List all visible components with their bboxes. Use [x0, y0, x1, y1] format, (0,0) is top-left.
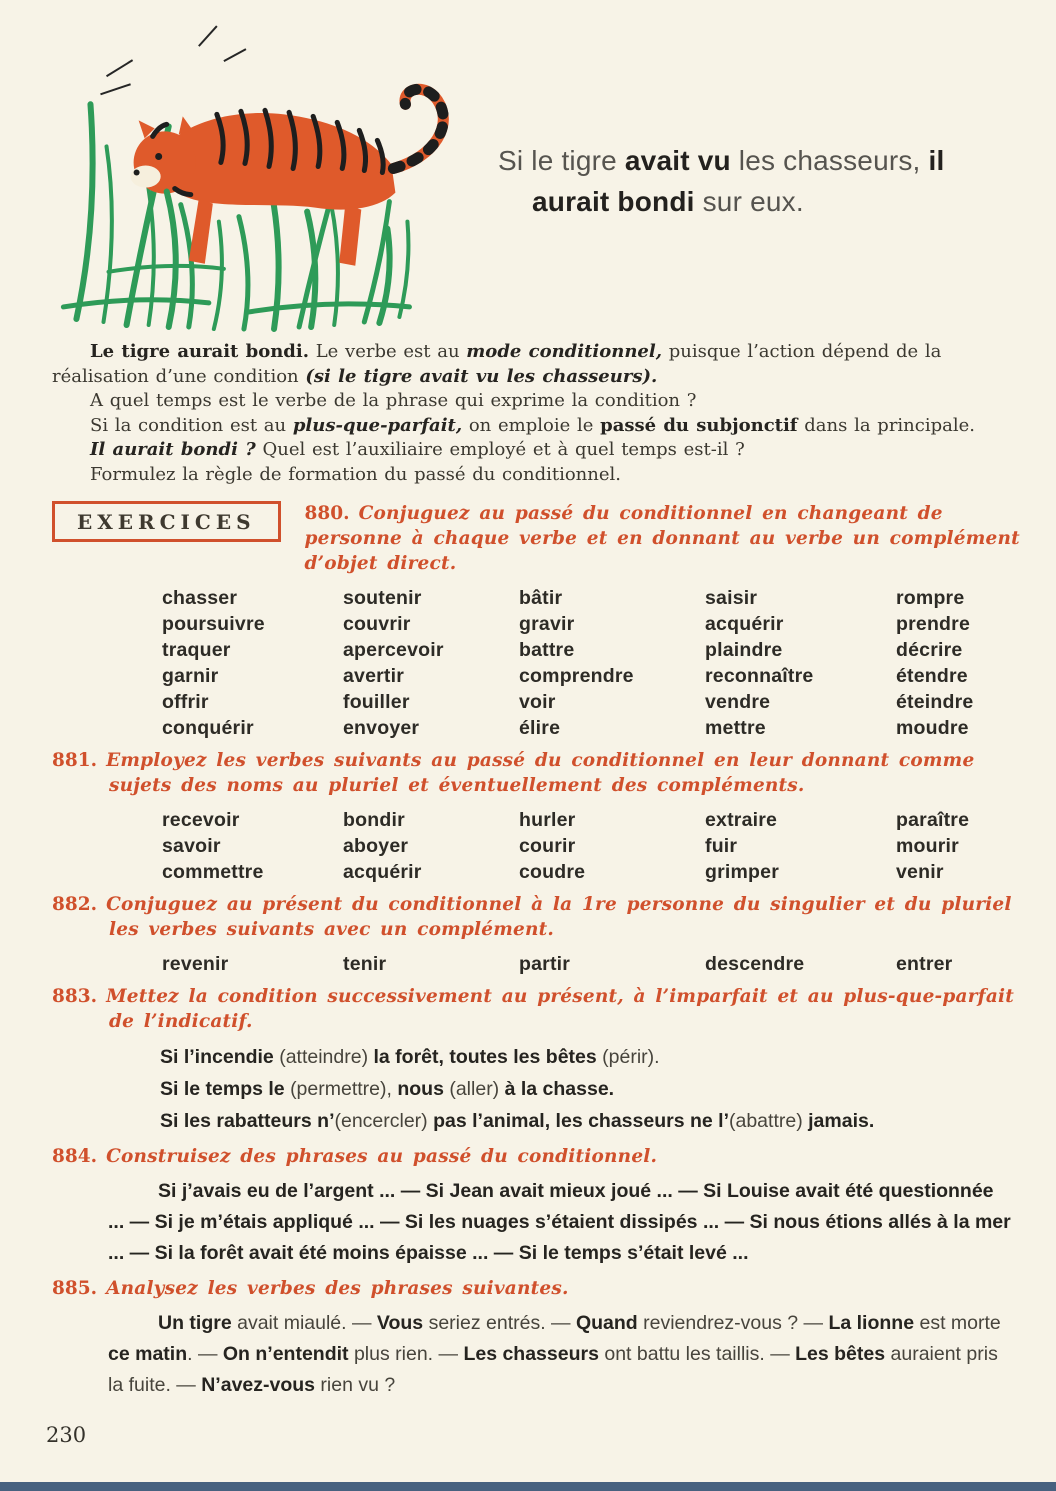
text-segment: ce matin [108, 1343, 188, 1365]
text-segment: On n’entendit [222, 1343, 349, 1365]
verb-word: descendre [705, 953, 805, 975]
verb-word: couvrir [343, 613, 411, 635]
text-segment: reviendrez-vous ? — [637, 1312, 829, 1334]
text-segment: plus-que-parfait, [292, 414, 463, 436]
text-segment: A quel temps est le verbe de la phrase qui exprime la condition ? [90, 390, 697, 411]
exercise-instruction: Analysez les verbes des phrases suivantes. [106, 1278, 569, 1299]
word-column [705, 807, 896, 885]
text-segment: la forêt, toutes les bêtes [368, 1046, 603, 1068]
text-segment: (périr). [602, 1046, 660, 1068]
ex880-word-list [162, 585, 1030, 741]
verb-word: garnir [162, 665, 219, 687]
verb-word: offrir [162, 691, 209, 713]
verb-word: poursuivre [162, 613, 265, 635]
exercise-number: 885. [52, 1278, 98, 1299]
verb-word: saisir [705, 587, 758, 609]
text-segment: (permettre), [290, 1078, 392, 1100]
exercise-instruction: Construisez des phrases au passé du conditionnel. [106, 1146, 658, 1167]
word-column [519, 807, 705, 885]
verb-word: acquérir [343, 861, 422, 883]
scan-edge-strip [0, 1482, 1056, 1491]
exercise-number: 882. [52, 894, 98, 915]
verb-word: partir [519, 953, 571, 975]
lesson-intro [52, 340, 1028, 487]
text-segment: sur eux. [694, 186, 804, 217]
verb-word: envoyer [343, 717, 420, 739]
verb-word: savoir [162, 835, 221, 857]
caption-line [498, 181, 1046, 222]
text-segment: . — [187, 1343, 223, 1365]
verb-word: grimper [705, 861, 780, 883]
word-column [896, 807, 969, 885]
verb-word: coudre [519, 861, 586, 883]
text-segment: (encercler) [334, 1110, 428, 1132]
text-segment: puisque l’action dépend de la réalisation d’une condition [52, 341, 942, 387]
text-segment: on emploie le [462, 414, 601, 436]
text-segment: rien vu ? [315, 1374, 396, 1396]
page-number: 230 [46, 1423, 87, 1447]
ex881-word-list [162, 807, 1030, 885]
text-segment: Formulez la règle de formation du passé du conditionnel. [90, 463, 621, 485]
text-segment: les chasseurs, [730, 145, 929, 176]
text-segment: Les bêtes [795, 1343, 886, 1365]
verb-word: voir [519, 691, 556, 713]
text-segment: à la chasse. [499, 1078, 615, 1100]
verb-word: rompre [896, 587, 965, 609]
verb-word: fuir [705, 835, 738, 857]
verb-word: apercevoir [343, 639, 444, 661]
text-segment: aurait bondi [532, 186, 695, 217]
ex882-heading [52, 893, 1028, 943]
exercise-sentence [160, 1041, 1028, 1073]
verb-word: soutenir [343, 587, 422, 609]
verb-word: revenir [162, 953, 229, 975]
verb-word: aboyer [343, 835, 409, 857]
ex884-paragraph [108, 1176, 1012, 1269]
exercise-instruction: Employez les verbes suivants au passé du conditionnel en leur donnant comme sujets des noms au pluriel et éventuellement des compléments. [106, 750, 975, 796]
intro-paragraph [52, 438, 1028, 463]
exercise-sentence [160, 1073, 1028, 1105]
verb-word: comprendre [519, 665, 634, 687]
text-segment: avait miaulé [237, 1312, 342, 1334]
intro-paragraph [52, 389, 1028, 414]
verb-word: avertir [343, 665, 405, 687]
ex881-heading [52, 749, 1028, 799]
text-segment: Si le tigre [498, 145, 625, 176]
verb-word: éteindre [896, 691, 974, 713]
ex884-heading [52, 1145, 1028, 1170]
text-segment: il [928, 145, 945, 176]
ex885-paragraph [108, 1308, 1012, 1401]
text-segment: avait vu [624, 145, 731, 176]
word-column [705, 585, 896, 741]
text-segment: (si le tigre avait vu les chasseurs). [305, 365, 658, 387]
text-segment: . — [341, 1312, 377, 1334]
verb-word: venir [896, 861, 944, 883]
text-segment: est morte [914, 1312, 1001, 1334]
text-segment: seriez entrés. — [423, 1312, 576, 1334]
text-segment: La lionne [828, 1312, 915, 1334]
verb-word: reconnaître [705, 665, 814, 687]
text-segment: plus rien. — [348, 1343, 464, 1365]
verb-word: traquer [162, 639, 231, 661]
verb-word: commettre [162, 861, 264, 883]
text-segment: ont battu les taillis. — [598, 1343, 796, 1365]
exercise-number: 883. [52, 986, 98, 1007]
exercise-number: 884. [52, 1146, 98, 1167]
exercise-instruction: Conjuguez au passé du conditionnel en changeant de personne à chaque verbe et en donnant au verbe un complément d’objet direct. [304, 503, 1020, 574]
text-segment: Si le temps le [160, 1078, 291, 1100]
intro-paragraph [52, 463, 1028, 488]
exercise-instruction: Conjuguez au présent du conditionnel à la 1re personne du singulier et du pluriel les verbes suivants avec un complément. [106, 894, 1012, 940]
verb-word: bâtir [519, 587, 563, 609]
text-segment: Quel est l’auxiliaire employé et à quel temps est-il ? [255, 439, 745, 460]
ex880-heading [305, 501, 1030, 577]
text-segment: N’avez-vous [201, 1374, 316, 1396]
verb-word: décrire [896, 639, 963, 661]
lesson-caption [498, 140, 1046, 222]
verb-word: fouiller [343, 691, 410, 713]
word-column [162, 807, 343, 885]
text-segment: Quand [575, 1312, 638, 1334]
page-top-area [0, 0, 1056, 336]
exercise-sentence [160, 1105, 1028, 1137]
verb-word: bondir [343, 809, 405, 831]
exercise-instruction: Mettez la condition successivement au présent, à l’imparfait et au plus-que-parfait de l’indicatif. [106, 986, 1015, 1032]
text-segment: dans la principale. [797, 414, 975, 436]
verb-word: entrer [896, 953, 953, 975]
word-column [343, 585, 519, 741]
ex885-heading [52, 1277, 1028, 1302]
word-column [519, 585, 705, 741]
verb-word: prendre [896, 613, 971, 635]
text-segment: Si l’incendie [160, 1046, 280, 1068]
verb-word: chasser [162, 587, 238, 609]
text-segment: auraient pris la fuite. — [108, 1343, 998, 1396]
text-segment: (abattre) [729, 1110, 803, 1132]
exercices-label: EXERCICES [52, 501, 281, 542]
verb-word: gravir [519, 613, 575, 635]
verb-word: tenir [343, 953, 387, 975]
verb-word: conquérir [162, 717, 254, 739]
text-segment: Vous [376, 1312, 424, 1334]
text-segment: (aller) [449, 1078, 500, 1100]
text-segment: mode conditionnel, [466, 341, 662, 362]
text-segment: jamais. [802, 1110, 875, 1132]
tiger-illustration [48, 6, 480, 332]
verb-word: courir [519, 835, 576, 857]
text-segment: Le tigre aurait bondi. [90, 341, 309, 362]
verb-word: vendre [705, 691, 771, 713]
verb-word: paraître [896, 809, 970, 831]
intro-paragraph [52, 340, 1028, 389]
verb-word: hurler [519, 809, 576, 831]
text-segment: pas l’animal, les chasseurs ne l’ [427, 1110, 729, 1132]
text-segment: Si la condition est au [90, 414, 293, 436]
text-segment: (atteindre) [279, 1046, 369, 1068]
ex882-word-list [162, 951, 1030, 977]
exercise-number: 880. [304, 503, 350, 524]
text-segment: Un tigre [158, 1312, 238, 1334]
verb-word: acquérir [705, 613, 784, 635]
verb-word: extraire [705, 809, 778, 831]
intro-paragraph [52, 414, 1028, 439]
verb-word: moudre [896, 717, 969, 739]
verb-word: plaindre [705, 639, 783, 661]
text-segment: nous [391, 1078, 450, 1100]
text-segment: Le verbe est au [309, 341, 467, 362]
text-segment: Si j’avais eu de l’argent ... — Si Jean avait mieux joué ... — Si Louise avait été questionnée ... — Si je m’étais appliqué ... — Si les nuages s’étaient dissipés ... — Si nous étions allés à la mer ... — Si la forêt avait été moins épaisse ... — Si le temps s’était levé ... [108, 1180, 1011, 1264]
verb-word: mourir [896, 835, 959, 857]
caption-line [498, 140, 1046, 181]
word-column [162, 585, 343, 741]
verb-word: élire [519, 717, 561, 739]
text-segment: Les chasseurs [463, 1343, 599, 1365]
verb-word: battre [519, 639, 575, 661]
ex883-heading [52, 985, 1028, 1035]
exercise-number: 881. [52, 750, 98, 771]
exercises-header-row [52, 501, 1030, 577]
word-column [343, 807, 519, 885]
text-segment: Si les rabatteurs n’ [160, 1110, 335, 1132]
verb-word: recevoir [162, 809, 240, 831]
text-segment: Il aurait bondi ? [90, 439, 256, 460]
ex883-sentences [160, 1041, 1028, 1137]
verb-word: mettre [705, 717, 766, 739]
verb-word: étendre [896, 665, 968, 687]
word-column [896, 585, 973, 741]
text-segment: passé du subjonctif [600, 414, 798, 436]
